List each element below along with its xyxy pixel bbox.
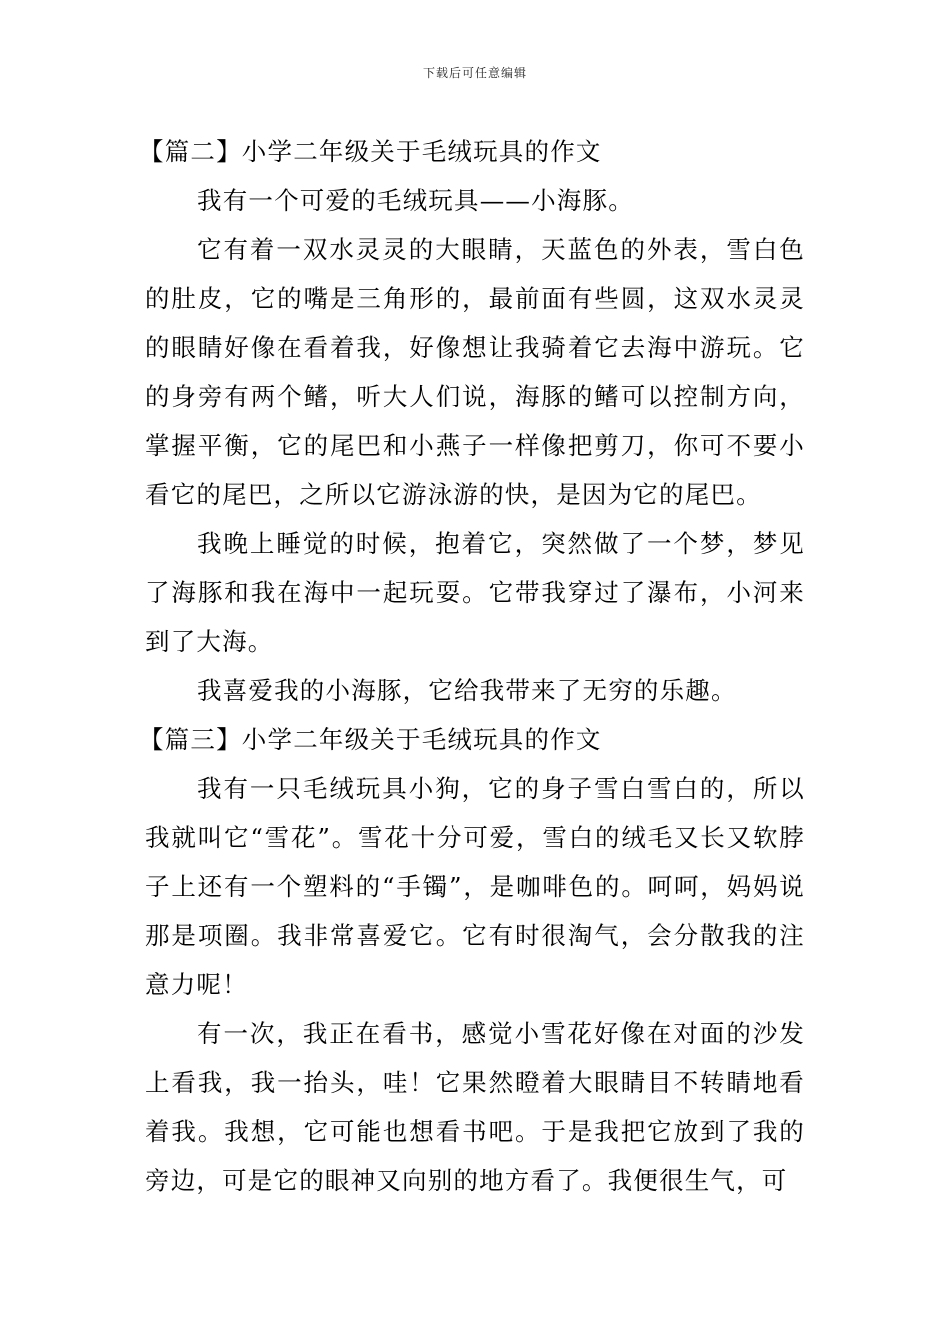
- paragraph: 我晚上睡觉的时候，抱着它，突然做了一个梦，梦见了海豚和我在海中一起玩耍。它带我穿过了瀑布，小河来到了大海。: [145, 529, 805, 656]
- paragraph: 我喜爱我的小海豚，它给我带来了无穷的乐趣。: [197, 676, 737, 705]
- paragraph: 我有一只毛绒玩具小狗，它的身子雪白雪白的，所以我就叫它“雪花”。雪花十分可爱，雪白的绒毛又长又软脖子上还有一个塑料的“手镯”，是咖啡色的。呵呵，妈妈说那是项圈。我非常喜爱它。它有时很淘气，会分散我的注意力呢！: [145, 774, 805, 999]
- paragraph: 它有着一双水灵灵的大眼睛，天蓝色的外表，雪白色的肚皮，它的嘴是三角形的，最前面有些圆，这双水灵灵的眼睛好像在看着我，好像想让我骑着它去海中游玩。它的身旁有两个鳍，听大人们说，海豚的鳍可以控制方向，掌握平衡，它的尾巴和小燕子一样像把剪刀，你可不要小看它的尾巴，之所以它游泳游的快，是因为它的尾巴。: [145, 235, 805, 509]
- section-heading-2: 【篇二】小学二年级关于毛绒玩具的作文: [139, 137, 602, 166]
- article-body: [139, 127, 805, 1205]
- page-header: 下载后可任意编辑: [422, 66, 527, 80]
- paragraph: 有一次，我正在看书，感觉小雪花好像在对面的沙发上看我，我一抬头，哇！它果然瞪着大眼睛目不转睛地看着我。我想，它可能也想看书吧。于是我把它放到了我的旁边，可是它的眼神又向别的地方看了。我便很生气，可: [145, 1019, 805, 1195]
- section-heading-3: 【篇三】小学二年级关于毛绒玩具的作文: [139, 725, 602, 754]
- paragraph: 我有一个可爱的毛绒玩具——小海豚。: [197, 186, 634, 215]
